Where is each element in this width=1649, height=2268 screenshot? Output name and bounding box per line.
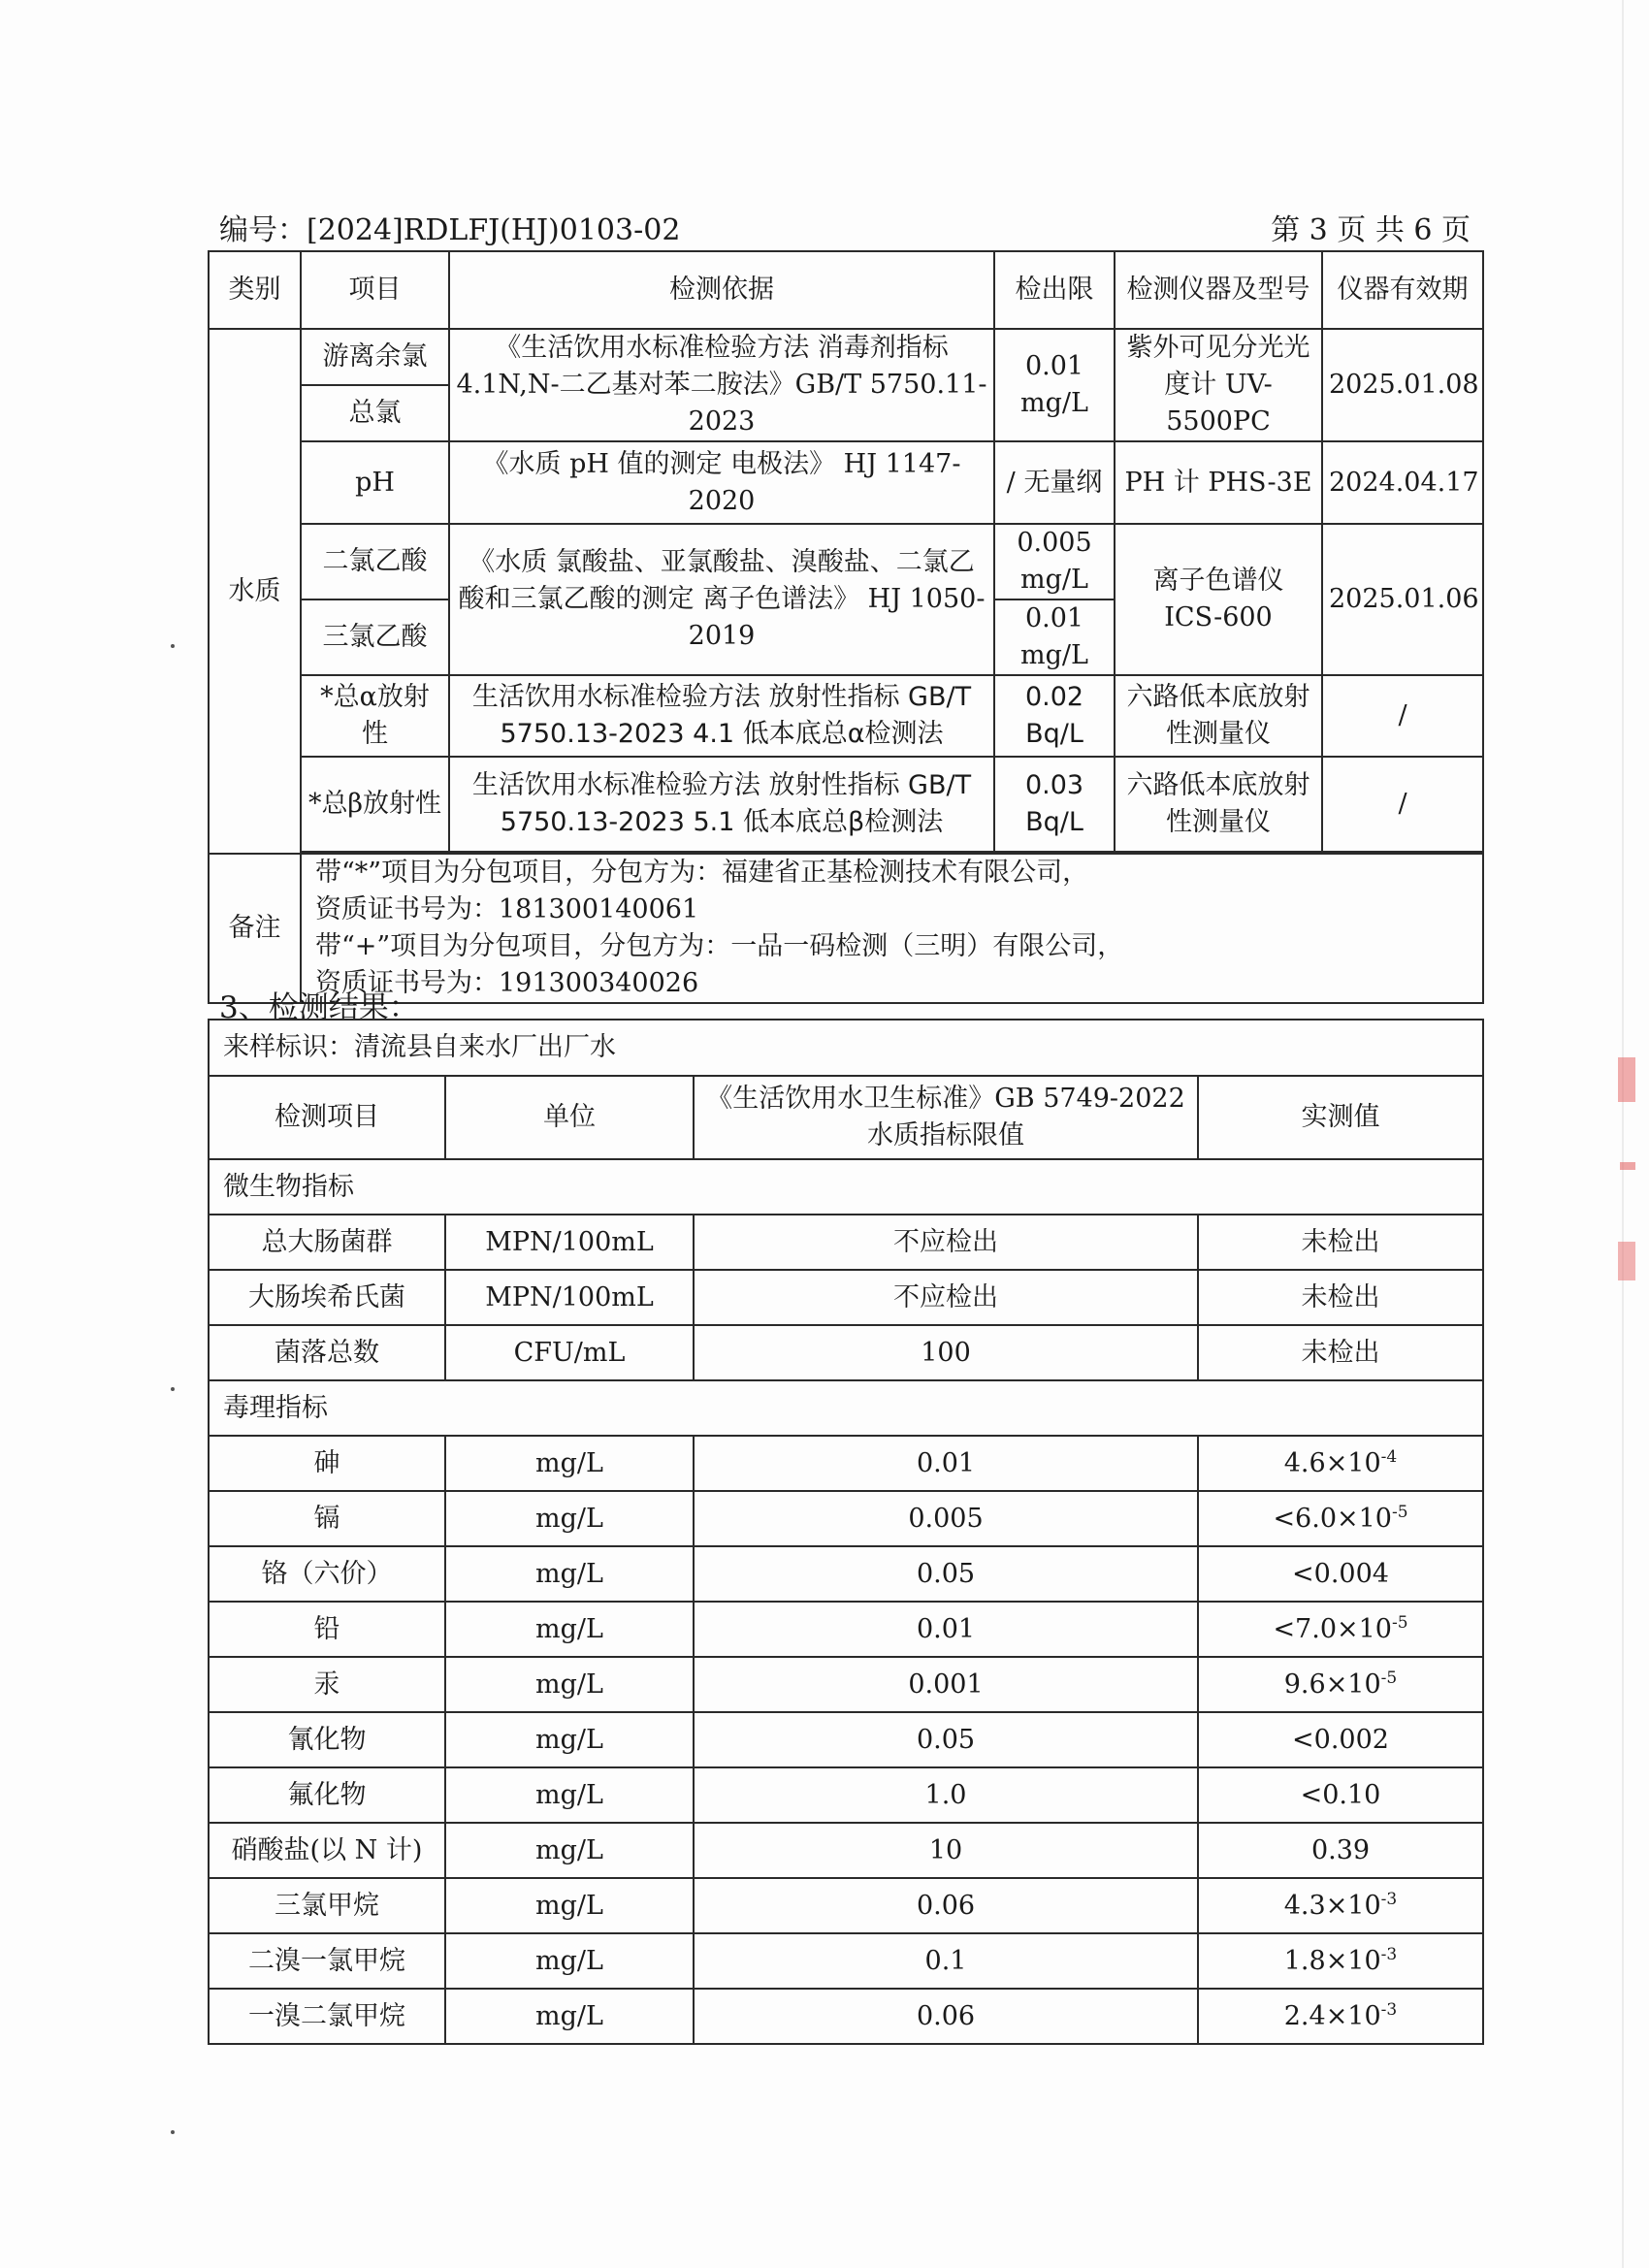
group-label: 微生物指标 xyxy=(209,1159,1483,1215)
remark-line: 资质证书号为：191300340026 xyxy=(315,968,699,998)
col-measured: 实测值 xyxy=(1198,1076,1483,1159)
basis-cell: 生活饮用水标准检验方法 放射性指标 GB/T 5750.13-2023 5.1 低本底总β检测法 xyxy=(449,757,994,852)
result-limit: 1.0 xyxy=(694,1767,1198,1823)
remarks-label: 备注 xyxy=(209,854,301,1003)
col-basis: 检测依据 xyxy=(449,251,994,329)
result-value-exponent: -5 xyxy=(1380,1668,1398,1688)
instrument-cell: PH 计 PHS-3E xyxy=(1115,441,1322,524)
col-test-item: 检测项目 xyxy=(209,1076,445,1159)
result-limit: 不应检出 xyxy=(694,1215,1198,1270)
sample-label: 来样标识：清流县自来水厂出厂水 xyxy=(209,1020,1483,1076)
col-limit: 检出限 xyxy=(994,251,1115,329)
methods-header-row xyxy=(209,251,1483,329)
result-value-base: 4.3×10 xyxy=(1283,1890,1381,1921)
document-number: 编号：[2024]RDLFJ(HJ)0103-02 xyxy=(219,213,681,247)
result-unit: mg/L xyxy=(445,1436,694,1491)
result-unit: mg/L xyxy=(445,1657,694,1712)
result-item: 镉 xyxy=(209,1491,445,1546)
result-value xyxy=(1198,1215,1483,1270)
result-item: 一溴二氯甲烷 xyxy=(209,1989,445,2044)
scan-edge xyxy=(1622,0,1624,2268)
result-item: 铅 xyxy=(209,1602,445,1657)
result-value-base: 未检出 xyxy=(1301,1281,1380,1312)
result-limit: 不应检出 xyxy=(694,1270,1198,1325)
basis-cell: 《水质 pH 值的测定 电极法》 HJ 1147-2020 xyxy=(449,441,994,524)
scan-speck xyxy=(171,1387,175,1391)
result-limit: 0.1 xyxy=(694,1933,1198,1989)
result-limit: 10 xyxy=(694,1823,1198,1878)
result-value xyxy=(1198,1602,1483,1657)
result-value xyxy=(1198,1491,1483,1546)
result-value xyxy=(1198,1767,1483,1823)
result-value-base: 4.6×10 xyxy=(1283,1447,1381,1478)
result-row xyxy=(209,1270,1483,1325)
category-cell: 水质 xyxy=(209,329,301,854)
result-unit: mg/L xyxy=(445,1767,694,1823)
item-cell: 二氯乙酸 xyxy=(301,524,449,599)
col-standard-limit: 《生活饮用水卫生标准》GB 5749-2022 水质指标限值 xyxy=(694,1076,1198,1159)
valid-cell: 2024.04.17 xyxy=(1322,441,1483,524)
result-row xyxy=(209,1933,1483,1989)
result-item: 氟化物 xyxy=(209,1767,445,1823)
valid-cell: / xyxy=(1322,757,1483,852)
results-table xyxy=(208,1019,1484,2045)
result-limit: 100 xyxy=(694,1325,1198,1380)
col-item: 项目 xyxy=(301,251,449,329)
result-unit: mg/L xyxy=(445,1546,694,1602)
limit-cell: 0.01 mg/L xyxy=(994,329,1115,441)
result-item: 三氯甲烷 xyxy=(209,1878,445,1933)
col-category: 类别 xyxy=(209,251,301,329)
result-item: 铬（六价） xyxy=(209,1546,445,1602)
result-value xyxy=(1198,1933,1483,1989)
results-header-row xyxy=(209,1076,1483,1159)
red-stamp-fragment xyxy=(1620,1162,1635,1170)
result-value-exponent: -3 xyxy=(1380,1944,1398,1964)
group-row xyxy=(209,1159,1483,1215)
result-unit: mg/L xyxy=(445,1878,694,1933)
result-unit: mg/L xyxy=(445,1712,694,1767)
result-value-base: <0.10 xyxy=(1300,1779,1381,1810)
result-row xyxy=(209,1436,1483,1491)
remark-line: 带“*”项目为分包项目，分包方为：福建省正基检测技术有限公司， xyxy=(315,858,1089,888)
remark-line: 带“+”项目为分包项目，分包方为：一品一码检测（三明）有限公司， xyxy=(315,931,1124,961)
method-row xyxy=(209,329,1483,385)
item-cell: 游离余氯 xyxy=(301,329,449,385)
scan-speck xyxy=(171,2130,175,2134)
group-label: 毒理指标 xyxy=(209,1380,1483,1436)
instrument-cell: 紫外可见分光光度计 UV-5500PC xyxy=(1115,329,1322,441)
result-value xyxy=(1198,1989,1483,2044)
results-section-title: 3、检测结果： xyxy=(219,990,419,1025)
result-limit: 0.005 xyxy=(694,1491,1198,1546)
result-unit: MPN/100mL xyxy=(445,1215,694,1270)
limit-cell: 0.01 mg/L xyxy=(994,599,1115,675)
result-value xyxy=(1198,1823,1483,1878)
result-unit: CFU/mL xyxy=(445,1325,694,1380)
result-row xyxy=(209,1215,1483,1270)
remarks-cell xyxy=(301,854,1483,1003)
result-unit: MPN/100mL xyxy=(445,1270,694,1325)
remarks-row xyxy=(209,854,1483,1003)
result-value-base: 1.8×10 xyxy=(1283,1945,1381,1976)
limit-cell: 0.005 mg/L xyxy=(994,524,1115,599)
result-row xyxy=(209,1325,1483,1380)
result-item: 大肠埃希氏菌 xyxy=(209,1270,445,1325)
result-value xyxy=(1198,1436,1483,1491)
instrument-cell: 离子色谱仪 ICS-600 xyxy=(1115,524,1322,675)
limit-cell: 0.03 Bq/L xyxy=(994,757,1115,852)
col-unit: 单位 xyxy=(445,1076,694,1159)
result-limit: 0.001 xyxy=(694,1657,1198,1712)
method-row xyxy=(209,675,1483,757)
remark-line: 资质证书号为：181300140061 xyxy=(315,894,699,924)
result-item: 菌落总数 xyxy=(209,1325,445,1380)
result-row xyxy=(209,1491,1483,1546)
item-cell: *总β放射性 xyxy=(301,757,449,852)
result-unit: mg/L xyxy=(445,1602,694,1657)
result-limit: 0.05 xyxy=(694,1712,1198,1767)
valid-cell: 2025.01.06 xyxy=(1322,524,1483,675)
result-row xyxy=(209,1602,1483,1657)
method-row xyxy=(209,441,1483,524)
result-value-exponent: -3 xyxy=(1380,1889,1398,1909)
sample-row xyxy=(209,1020,1483,1076)
result-limit: 0.06 xyxy=(694,1989,1198,2044)
result-unit: mg/L xyxy=(445,1933,694,1989)
result-value-base: <0.002 xyxy=(1292,1724,1389,1755)
result-row xyxy=(209,1878,1483,1933)
result-value xyxy=(1198,1657,1483,1712)
col-valid: 仪器有效期 xyxy=(1322,251,1483,329)
limit-cell: / 无量纲 xyxy=(994,441,1115,524)
result-limit: 0.06 xyxy=(694,1878,1198,1933)
result-row xyxy=(209,1712,1483,1767)
item-cell: 三氯乙酸 xyxy=(301,599,449,675)
page-header xyxy=(219,206,1471,252)
result-value-exponent: -3 xyxy=(1380,1999,1398,2020)
result-unit: mg/L xyxy=(445,1989,694,2044)
item-cell: pH xyxy=(301,441,449,524)
result-limit: 0.01 xyxy=(694,1436,1198,1491)
valid-cell: 2025.01.08 xyxy=(1322,329,1483,441)
page-number: 第 3 页 共 6 页 xyxy=(1271,213,1471,247)
valid-cell: / xyxy=(1322,675,1483,757)
method-row xyxy=(209,524,1483,599)
result-value xyxy=(1198,1878,1483,1933)
col-instrument: 检测仪器及型号 xyxy=(1115,251,1322,329)
methods-table xyxy=(208,250,1484,1004)
result-value-base: 0.39 xyxy=(1310,1834,1371,1865)
item-cell: 总氯 xyxy=(301,385,449,441)
basis-cell: 生活饮用水标准检验方法 放射性指标 GB/T 5750.13-2023 4.1 低本底总α检测法 xyxy=(449,675,994,757)
result-row xyxy=(209,1989,1483,2044)
item-cell: *总α放射性 xyxy=(301,675,449,757)
red-stamp-fragment xyxy=(1618,1242,1635,1280)
result-value-exponent: -5 xyxy=(1391,1502,1408,1522)
result-limit: 0.01 xyxy=(694,1602,1198,1657)
instrument-cell: 六路低本底放射性测量仪 xyxy=(1115,675,1322,757)
results-body xyxy=(209,1159,1483,2044)
result-row xyxy=(209,1546,1483,1602)
result-item: 硝酸盐(以 N 计) xyxy=(209,1823,445,1878)
result-value xyxy=(1198,1325,1483,1380)
result-value-exponent: -4 xyxy=(1380,1446,1398,1467)
result-item: 二溴一氯甲烷 xyxy=(209,1933,445,1989)
result-value-base: 9.6×10 xyxy=(1283,1669,1381,1700)
result-row xyxy=(209,1657,1483,1712)
result-value-base: 未检出 xyxy=(1301,1337,1380,1368)
instrument-cell: 六路低本底放射性测量仪 xyxy=(1115,757,1322,852)
method-row xyxy=(209,757,1483,852)
result-value xyxy=(1198,1712,1483,1767)
result-item: 氰化物 xyxy=(209,1712,445,1767)
result-value xyxy=(1198,1546,1483,1602)
result-value-exponent: -5 xyxy=(1391,1612,1408,1633)
scan-speck xyxy=(171,644,175,648)
result-value-base: <6.0×10 xyxy=(1273,1503,1392,1534)
group-row xyxy=(209,1380,1483,1436)
basis-cell: 《水质 氯酸盐、亚氯酸盐、溴酸盐、二氯乙酸和三氯乙酸的测定 离子色谱法》 HJ 1050-2019 xyxy=(449,524,994,675)
result-row xyxy=(209,1823,1483,1878)
result-item: 总大肠菌群 xyxy=(209,1215,445,1270)
result-unit: mg/L xyxy=(445,1491,694,1546)
result-unit: mg/L xyxy=(445,1823,694,1878)
red-stamp-fragment xyxy=(1618,1057,1635,1102)
limit-cell: 0.02 Bq/L xyxy=(994,675,1115,757)
result-value-base: 2.4×10 xyxy=(1283,2000,1381,2031)
result-limit: 0.05 xyxy=(694,1546,1198,1602)
result-item: 砷 xyxy=(209,1436,445,1491)
result-row xyxy=(209,1767,1483,1823)
result-value-base: <7.0×10 xyxy=(1273,1613,1392,1644)
result-value xyxy=(1198,1270,1483,1325)
result-item: 汞 xyxy=(209,1657,445,1712)
basis-cell: 《生活饮用水标准检验方法 消毒剂指标 4.1N,N-二乙基对苯二胺法》GB/T 5750.11-2023 xyxy=(449,329,994,441)
result-value-base: <0.004 xyxy=(1292,1558,1389,1589)
result-value-base: 未检出 xyxy=(1301,1226,1380,1257)
